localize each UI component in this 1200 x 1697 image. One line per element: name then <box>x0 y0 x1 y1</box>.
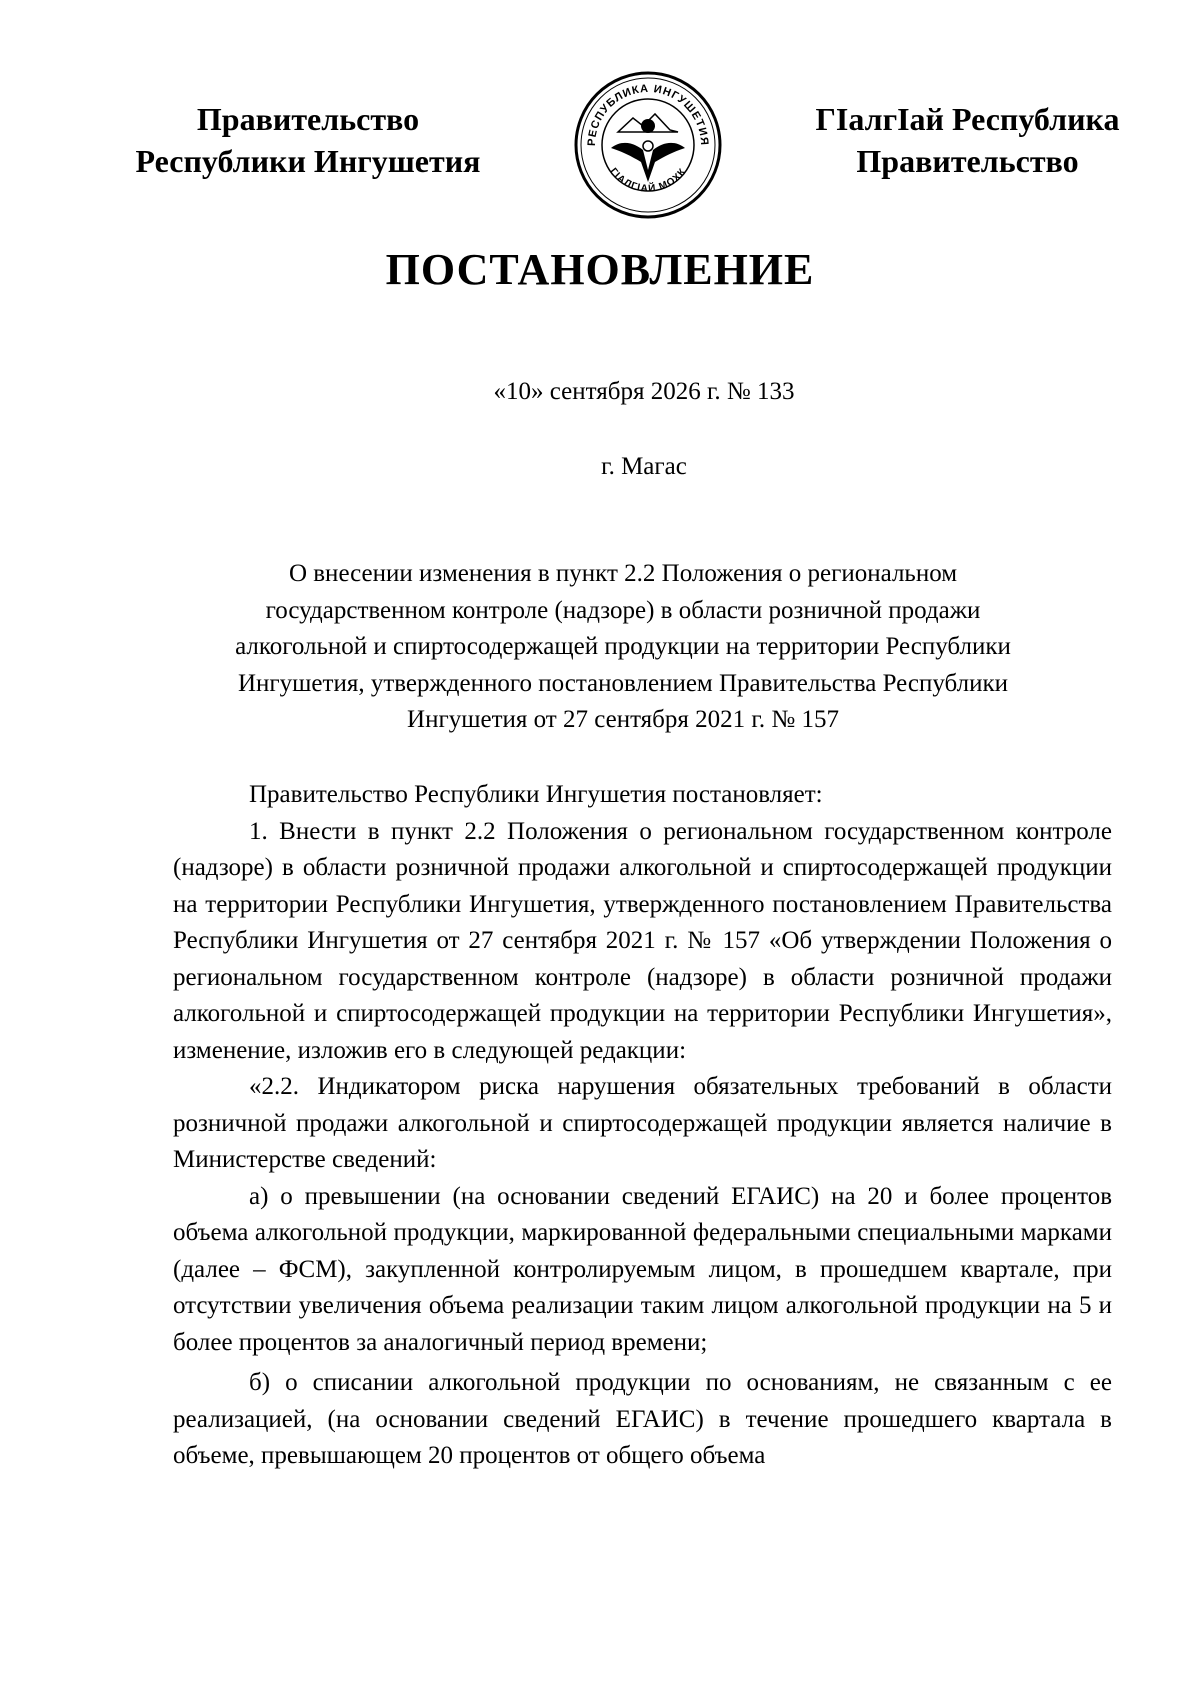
document-city: г. Магас <box>601 453 687 480</box>
document-date-number: «10» сентября 2026 г. № 133 <box>493 378 795 405</box>
svg-text:РЕСПУБЛИКА ИНГУШЕТИЯ <box>586 83 710 146</box>
body-paragraph: а) о превышении (на основании сведений ЕГАИС) на 20 и более процентов объема алкогольной продукции, маркированной федеральными специальными марками (далее – ФСМ), закупленной контролируемым лицом, в прошедшем квартале, при отсутствии увеличения объема реализации таким лицом алкогольной продукции на 5 и более процентов за аналогичный период времени; <box>173 1182 1112 1356</box>
body-paragraph: б) о списании алкогольной продукции по основаниям, не связанным с ее реализацией, (на основании сведений ЕГАИС) в течение прошедшего квартала в объеме, превышающем 20 процентов от общего объема <box>173 1369 1112 1469</box>
document-body <box>173 777 1112 1475</box>
header-right <box>790 98 1145 182</box>
body-paragraph: Правительство Республики Ингушетия постановляет: <box>249 781 823 808</box>
document-title: ПОСТАНОВЛЕНИЕ <box>385 245 815 294</box>
body-paragraph: 1. Внести в пункт 2.2 Положения о региональном государственном контроле (надзоре) в области розничной продажи алкогольной и спиртосодержащей продукции на территории Республики Ингушетия, утвержденного постановлением Правительства Республики Ингушетия от 27 сентября 2021 г. № 157 «Об утверждении Положения о региональном государственном контроле (надзоре) в области розничной продажи алкогольной и спиртосодержащей продукции на территории Республики Ингушетия», изменение, изложив его в следующей редакции: <box>173 817 1112 1064</box>
subject-line: Ингушетия от 27 сентября 2021 г. № 157 <box>407 706 839 733</box>
header-left-line1: Правительство <box>196 101 420 137</box>
body-paragraph: «2.2. Индикатором риска нарушения обязательных требований в области розничной продажи алкогольной и спиртосодержащей продукции является наличие в Министерстве сведений: <box>173 1073 1112 1173</box>
header-left <box>108 98 508 182</box>
header-left-line2: Республики Ингушетия <box>135 143 481 179</box>
document-subject <box>205 556 1041 739</box>
subject-line: государственном контроле (надзоре) в области розничной продажи <box>265 596 981 624</box>
emblem-top-text: РЕСПУБЛИКА ИНГУШЕТИЯ <box>585 82 711 147</box>
republic-emblem-icon <box>573 70 723 220</box>
emblem-bottom-text: ГIАЛГIАЙ МОХК <box>607 166 689 195</box>
subject-line: О внесении изменения в пункт 2.2 Положения о региональном <box>288 560 958 587</box>
subject-line: Ингушетия, утвержденного постановлением Правительства Республики <box>237 669 1008 697</box>
header-right-line2: Правительство <box>856 143 1079 179</box>
subject-line: алкогольной и спиртосодержащей продукции на территории Республики <box>235 633 1011 660</box>
header-right-line1: ГIалгIай Республика <box>815 101 1120 137</box>
